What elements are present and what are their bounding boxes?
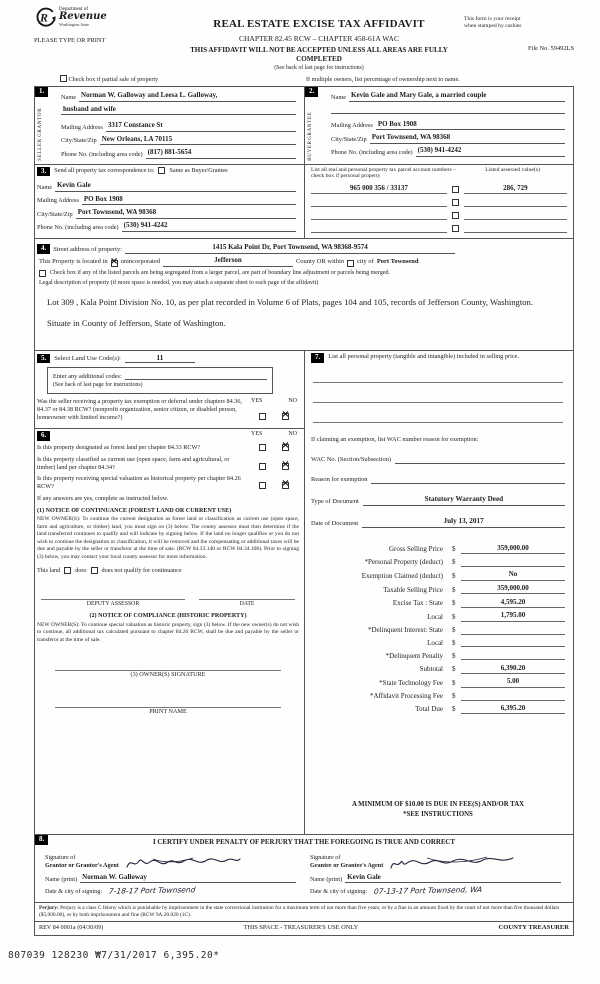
dollar-sign: $ — [452, 691, 456, 700]
historic-property-question: Is this property receiving special valuation as historical property per chapter 84.26 RCW? — [37, 474, 241, 490]
grantee-signature-block: Signature of Grantee or Grantee's Agent Name (print) Kevin Gale Date & city of signing: 07-13-17 Port Townsend, WA — [304, 852, 569, 897]
buyer-phone-label: Phone No. (including area code) — [331, 148, 413, 156]
money-row: *Affidavit Processing Fee $ — [311, 691, 565, 701]
notice-compliance-title: (2) NOTICE OF COMPLIANCE (HISTORIC PROPERTY) — [89, 613, 247, 619]
excise-tax-table — [311, 541, 565, 715]
doc-type-field[interactable]: Statutory Warranty Deed — [363, 495, 565, 506]
corr-name-label: Name — [37, 184, 53, 192]
total-due-value[interactable]: 6,395.20 — [461, 704, 565, 714]
corr-city-label: City/State/Zip — [37, 210, 73, 218]
delinquent-penalty-value[interactable] — [461, 651, 565, 661]
grantor-date-label: Date & city of signing: — [45, 888, 103, 896]
excise-tax-local-value[interactable]: 1,795.00 — [461, 611, 565, 621]
parcel-number-field[interactable]: 965 000 356 / 33137 — [311, 184, 447, 194]
section-1-number: 1. — [35, 87, 48, 97]
partial-sale-checkbox[interactable] — [60, 75, 67, 82]
dollar-sign: $ — [452, 651, 456, 660]
personal-property-label: List all personal property (tangible and intangible) included in selling price. — [328, 353, 520, 361]
personal-property-line[interactable] — [313, 370, 563, 383]
money-row: *Personal Property (deduct) $ — [311, 558, 565, 568]
forest-land-question: Is this property designated as forest land per chapter 84.33 RCW? — [37, 443, 201, 451]
legal-description-label: Legal description of property (if more space is needed, you may attach a separate sheet to each page of the affidavit) — [39, 280, 319, 287]
grantee-date-field[interactable]: 07-13-17 Port Townsend, WA — [373, 885, 483, 897]
city-of-label: city of — [357, 258, 374, 266]
seller-city-field[interactable]: New Orleans, LA 70115 — [100, 135, 296, 146]
receipt-note: This form is your receipt — [464, 16, 521, 22]
delinquent-interest-local-value[interactable] — [461, 638, 565, 648]
form-title: REAL ESTATE EXCISE TAX AFFIDAVIT — [213, 18, 425, 30]
money-row: Local $ 1,795.00 — [311, 611, 565, 621]
notice-compliance-body: NEW OWNER(S): To continue special valuation as historic property, sign (3) below. If the new owner(s) do not wish to continue, all additional tax calculated pursuant to chapter 84.26 RCW, shall be due and payable by the seller or transferor at the time of sale. — [37, 621, 299, 643]
codes-see-back-note: (See back of last page for instructions) — [53, 382, 143, 389]
dollar-sign: $ — [452, 665, 456, 674]
deferral-no-checkbox[interactable] — [282, 413, 289, 420]
money-row: Local $ — [311, 638, 565, 648]
deputy-assessor-signature-line[interactable] — [41, 591, 185, 600]
bottom-bar — [35, 922, 573, 935]
county-or-label: County OR within — [295, 258, 345, 266]
tax-correspondence-section — [35, 165, 304, 238]
money-row: Exemption Claimed (deduct) $ No — [311, 570, 565, 580]
historic-no-checkbox[interactable] — [282, 482, 289, 489]
dollar-sign: $ — [452, 571, 456, 580]
certification-section — [35, 835, 573, 903]
parcel-personal-checkbox[interactable] — [452, 225, 459, 232]
land-use-code-field[interactable]: 11 — [125, 353, 195, 363]
deferral-yes-checkbox[interactable] — [259, 413, 266, 420]
assessed-value-field[interactable]: 286, 729 — [464, 184, 567, 194]
parcel-personal-checkbox[interactable] — [452, 186, 459, 193]
dollar-sign: $ — [452, 705, 456, 714]
county-name-field[interactable]: Jefferson — [163, 256, 293, 267]
dollar-sign: $ — [452, 612, 456, 621]
minimum-due-note: A MINIMUM OF $10.00 IS DUE IN FEE(S) AND/OR TAX — [351, 801, 525, 809]
affidavit-processing-fee-value[interactable] — [461, 691, 565, 701]
money-row: Taxable Selling Price $ 359,000.00 — [311, 584, 565, 594]
buyer-city-field[interactable]: Port Townsend, WA 98368 — [370, 133, 565, 144]
grantor-signature-block: Signature of Grantor or Grantor's Agent Name (print) Norman W. Galloway Date & city of signing: 7-18-17 Port Townsend — [39, 852, 304, 897]
gross-selling-price-value[interactable]: 359,000.00 — [461, 544, 565, 554]
grantee-signature-label: Signature of — [310, 854, 341, 862]
assessed-value-label: Listed assessed value(s) — [485, 166, 540, 173]
does-not-label: does not qualify for continuance — [101, 567, 182, 575]
svg-text:R: R — [39, 10, 48, 25]
land-use-label: Select Land Use Code(s): — [54, 355, 121, 363]
current-use-yes-checkbox[interactable] — [259, 463, 266, 470]
seller-phone-label: Phone No. (including area code) — [61, 150, 143, 158]
money-row: *Delinquent Penalty $ — [311, 651, 565, 661]
situate-text[interactable]: Situate in County of Jefferson, State of Washington. — [47, 318, 226, 329]
money-row: Gross Selling Price $ 359,000.00 — [311, 544, 565, 554]
this-land-label: This land — [37, 567, 61, 575]
file-number: File No. 59492LS — [528, 44, 574, 52]
logo-state-text: Washington State — [59, 21, 90, 27]
notice-continuance-body: NEW OWNER(S): To continue the current designation as forest land or classification as current use (open space, farm and agriculture, or timber) land, you must sign on (3) below. The county assessor must then determine if the land transferred continues to qualify and will indicate by signing below. If the land no longer qualifies or you do not wish to continue the designation or classification, it will be removed and the compensating or additional taxes will be due and payable by the seller or transferor at the time of sale. (RCW 84.33.140 or RCW 84.34.108). Prior to signing (3) below, you may contact your local county assessor for more information. — [37, 516, 299, 560]
buyer-name-field-2[interactable] — [331, 105, 565, 114]
form-subtitle: CHAPTER 82.45 RCW – CHAPTER 458-61A WAC — [239, 33, 399, 43]
buyer-mailing-field[interactable]: PO Box 1908 — [376, 120, 565, 131]
property-address-section — [35, 239, 573, 351]
dor-logo — [34, 6, 184, 28]
seller-mailing-field[interactable]: 3317 Constance St — [106, 121, 296, 132]
grantor-signature-label: Signature of — [45, 854, 76, 862]
buyer-mailing-label: Mailing Address — [331, 122, 373, 130]
dollar-sign: $ — [452, 678, 456, 687]
legal-description-text[interactable]: Lot 309 , Kala Point Division No. 10, as per plat recorded in Volume 6 of Plats, pages 104 and 105, records of Jefferson County, Washington. — [47, 296, 533, 307]
no-label: NO — [288, 430, 297, 437]
county-treasurer-label: COUNTY TREASURER — [498, 924, 569, 932]
assessed-value-field[interactable] — [464, 211, 567, 220]
assessed-value-field[interactable] — [464, 224, 567, 233]
corr-name-field[interactable]: Kevin Gale — [55, 181, 296, 192]
does-label: does — [75, 567, 87, 575]
owners-signature-line[interactable] — [55, 662, 281, 671]
seller-name-label: Name — [61, 94, 77, 102]
reason-field[interactable] — [371, 475, 565, 484]
parcel-number-field[interactable] — [311, 198, 447, 207]
grantor-name-field[interactable]: Norman W. Galloway — [80, 873, 296, 884]
section-4-number: 4. — [37, 244, 50, 254]
money-row: *Delinquent Interest: State $ — [311, 625, 565, 635]
parcel-row — [311, 224, 567, 233]
logo-dept-text: Department of — [59, 6, 89, 12]
segregated-checkbox[interactable] — [39, 270, 46, 277]
cashier-stamp: 807039 128230 ₩7/31/2017 6,395.20* — [8, 950, 220, 961]
same-as-buyer-label: Same as Buyer/Grantee — [169, 166, 228, 174]
corr-city-field[interactable]: Port Townsend, WA 98368 — [76, 208, 296, 219]
buyer-section — [304, 87, 573, 164]
grantor-signature[interactable] — [123, 854, 243, 872]
excise-tax-state-value[interactable]: 4,595.20 — [461, 598, 565, 608]
yes-label: YES — [251, 430, 263, 437]
buyer-name-label: Name — [331, 94, 347, 102]
delinquent-interest-state-value[interactable] — [461, 625, 565, 635]
land-does-checkbox[interactable] — [64, 567, 71, 574]
land-does-not-checkbox[interactable] — [91, 567, 98, 574]
notice-continuance-title: (1) NOTICE OF CONTINUANCE (FOREST LAND OR CURRENT USE) — [37, 507, 232, 514]
wac-label: WAC No. (Section/Subsection) — [311, 455, 392, 463]
forest-yes-checkbox[interactable] — [259, 444, 266, 451]
dollar-sign: $ — [452, 585, 456, 594]
historic-yes-checkbox[interactable] — [259, 482, 266, 489]
dollar-sign: $ — [452, 638, 456, 647]
revenue-logo-icon — [34, 6, 56, 28]
partial-sale-label: Check box if partial sale of property — [68, 76, 159, 84]
print-name-line[interactable] — [55, 699, 281, 708]
buyer-grantee-side-label: BUYER GRANTEE — [308, 110, 313, 161]
no-label: NO — [288, 397, 297, 404]
rev-form-number: REV 84 0001a (04/30/09) — [39, 924, 104, 932]
multiple-owners-note: If multiple owners, list percentage of ownership next to name. — [306, 76, 460, 84]
please-type-label: PLEASE TYPE OR PRINT — [34, 37, 106, 44]
dollar-sign: $ — [452, 545, 456, 554]
section-2-number: 2. — [305, 87, 318, 97]
buyer-name-field[interactable]: Kevin Gale and Mary Gale, a married couple — [349, 91, 565, 102]
buyer-phone-field[interactable]: (530) 941-4242 — [416, 146, 565, 157]
personal-property-deduct-value[interactable] — [461, 558, 565, 568]
deferral-question: Was the seller receiving a property tax exemption or deferral under chapters 84.36, 84.37 or 84.38 RCW? (nonprofit organization, senior citizen, or disabled person, homeowner with limited income?) — [37, 397, 242, 421]
segregated-label: Check box if any of the listed parcels are being segregated from a larger parcel, are part of boundary line adjustment or parcels being merged. — [50, 269, 390, 276]
seller-section — [35, 87, 304, 164]
seller-grantor-side-label: SELLER GRANTOR — [38, 108, 43, 161]
section-7-number: 7. — [311, 353, 324, 363]
additional-codes-box — [47, 367, 273, 393]
buyer-city-label: City/State/Zip — [331, 135, 367, 143]
dollar-sign: $ — [452, 625, 456, 634]
header — [34, 6, 574, 72]
certify-statement: I CERTIFY UNDER PENALTY OF PERJURY THAT THE FOREGOING IS TRUE AND CORRECT — [153, 839, 455, 847]
personal-property-line[interactable] — [313, 410, 563, 423]
additional-codes-label: Enter any additional codes: — [53, 372, 122, 380]
land-classification-section — [35, 429, 304, 834]
money-row: Subtotal $ 6,390.20 — [311, 664, 565, 674]
dollar-sign: $ — [452, 558, 456, 567]
grantor-name-print-label: Name (print) — [45, 875, 78, 883]
parcel-row — [311, 184, 567, 194]
land-use-section — [35, 351, 304, 429]
grantor-date-field[interactable]: 7-18-17 Port Townsend — [108, 885, 196, 897]
exemption-claimed-value[interactable]: No — [461, 570, 565, 580]
state-technology-fee-value[interactable]: 5.00 — [461, 677, 565, 687]
seller-mailing-label: Mailing Address — [61, 124, 103, 132]
parcel-numbers-section — [304, 165, 573, 238]
personal-property-line[interactable] — [313, 390, 563, 403]
parcel-personal-checkbox[interactable] — [452, 212, 459, 219]
money-row: Total Due $ 6,395.20 — [311, 704, 565, 714]
print-name-label: PRINT NAME — [149, 707, 187, 715]
logo-revenue-text: Revenue — [59, 11, 107, 23]
subtotal-value[interactable]: 6,390.20 — [461, 664, 565, 674]
seller-name-field-2[interactable]: husband and wife — [61, 105, 296, 116]
grantee-name-print-label: Name (print) — [310, 875, 343, 883]
yes-label: YES — [251, 397, 263, 404]
money-row: Excise Tax : State $ 4,595.20 — [311, 598, 565, 608]
parcel-number-field[interactable] — [311, 224, 447, 233]
deputy-assessor-label: DEPUTY ASSESSOR — [86, 600, 140, 607]
doc-date-field[interactable]: July 13, 2017 — [362, 517, 565, 528]
form-warning: THIS AFFIDAVIT WILL NOT BE ACCEPTED UNLESS ALL AREAS ARE FULLY COMPLETED — [190, 46, 448, 63]
located-in-label: This Property is located in — [39, 258, 108, 266]
assessor-date-line[interactable] — [199, 591, 295, 600]
doc-date-label: Date of Document — [311, 519, 359, 527]
street-address-field[interactable]: 1415 Kala Point Dr, Port Townsend, WA 98368-9574 — [125, 243, 455, 254]
assessed-value-field[interactable] — [464, 198, 567, 207]
exemption-note: If claiming an exemption, list WAC number reason for exemption: — [311, 435, 479, 443]
city-of-checkbox[interactable] — [347, 260, 354, 267]
street-address-label: Street address of property: — [53, 245, 123, 253]
send-correspondence-label: Send all property tax correspondence to: — [54, 166, 155, 174]
owners-signature-label: (3) OWNER(S) SIGNATURE — [130, 671, 206, 679]
corr-phone-label: Phone No. (including area code) — [37, 223, 119, 231]
grantee-signature[interactable] — [387, 854, 517, 872]
current-use-question: Is this property classified as current use (open space, farm and agricultural, or timber) land per chapter 84.34? — [37, 455, 230, 471]
parcel-personal-checkbox[interactable] — [452, 199, 459, 206]
parcel-number-field[interactable] — [311, 211, 447, 220]
parcel-row — [311, 211, 567, 220]
section-3-number: 3. — [37, 167, 50, 177]
section-5-number: 5. — [37, 354, 50, 364]
same-as-buyer-checkbox[interactable] — [158, 167, 165, 174]
assessor-date-label: DATE — [239, 600, 255, 607]
grantee-name-field[interactable]: Kevin Gale — [345, 873, 561, 884]
seller-name-field[interactable]: Norman W. Galloway and Leesa L. Galloway, — [79, 91, 296, 102]
corr-mailing-field[interactable]: PO Box 1908 — [82, 195, 296, 206]
see-back-note: (See back of last page for instructions) — [274, 64, 364, 71]
additional-codes-field[interactable] — [125, 371, 267, 380]
seller-phone-field[interactable]: (817) 881-5654 — [146, 148, 296, 159]
seller-city-label: City/State/Zip — [61, 137, 97, 145]
doc-type-label: Type of Document — [311, 497, 359, 505]
corr-phone-field[interactable]: (530) 941-4242 — [122, 221, 296, 232]
dollar-sign: $ — [452, 599, 456, 608]
current-use-no-checkbox[interactable] — [282, 463, 289, 470]
selling-price-section — [304, 351, 573, 834]
city-name-field[interactable]: Port Townsend — [376, 258, 419, 266]
wac-field[interactable] — [395, 455, 565, 464]
section-8-number: 8. — [35, 835, 48, 845]
unincorporated-checkbox[interactable] — [111, 260, 118, 267]
forest-no-checkbox[interactable] — [282, 444, 289, 451]
unincorporated-label: unincorporated — [120, 258, 160, 266]
see-instructions-note: *SEE INSTRUCTIONS — [403, 811, 473, 819]
form-body — [34, 86, 574, 937]
if-yes-note: If any answers are yes, complete as instructed below. — [37, 494, 169, 502]
parcel-row — [311, 198, 567, 207]
corr-mailing-label: Mailing Address — [37, 197, 79, 205]
taxable-selling-price-value[interactable]: 359,000.00 — [461, 584, 565, 594]
money-row: *State Technology Fee $ 5.00 — [311, 677, 565, 687]
reason-label: Reason for exemption — [311, 475, 368, 483]
perjury-label: Perjury: — [39, 905, 59, 912]
grantee-date-label: Date & city of signing: — [310, 888, 368, 896]
receipt-note-2: when stamped by cashier. — [464, 23, 523, 30]
parcel-header-note: List all real and personal property tax parcel account numbers – check box if personal property — [311, 166, 456, 180]
section-6-number: 6. — [37, 431, 50, 441]
treasurer-space-label: THIS SPACE - TREASURER'S USE ONLY — [243, 924, 359, 932]
perjury-notice: Perjury: Perjury is a class C felony which is punishable by imprisonment in the state correctional institution for a maximum term of not more than five years, or by a fine in an amount fixed by the court of not more than five thousand dollars ($5,000.00), or by both imprisonment and fine (RCW 9A.20.020 (1C). — [35, 903, 573, 922]
